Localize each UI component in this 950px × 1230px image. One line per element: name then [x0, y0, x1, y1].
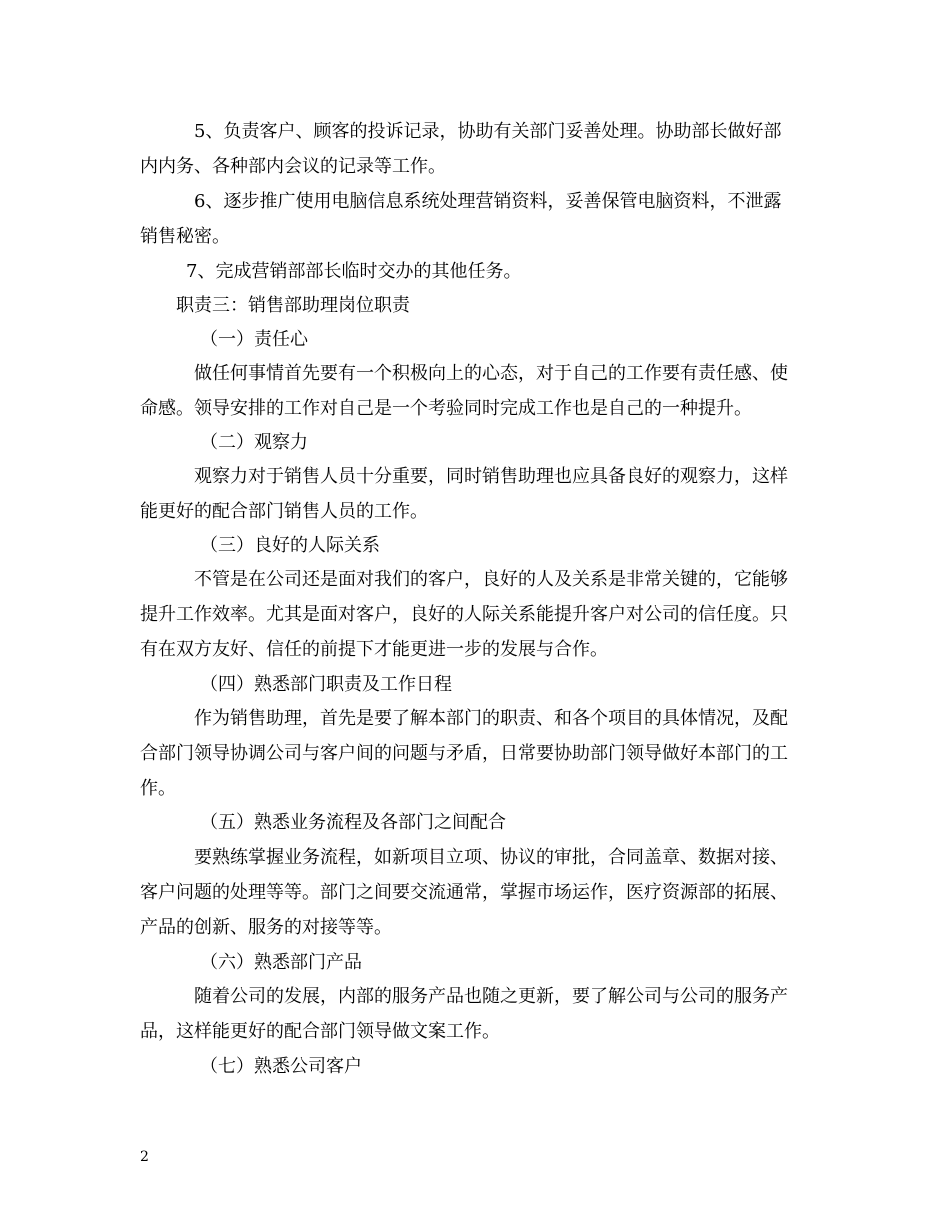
text-line: 6、逐步推广使用电脑信息系统处理营销资料，妥善保管电脑资料，不泄露 — [194, 191, 782, 212]
text-line: 做任何事情首先要有一个积极向上的心态，对于自己的工作要有责任感、使 — [194, 363, 788, 384]
text-line: 作为销售助理，首先是要了解本部门的职责、和各个项目的具体情况，及配 — [194, 708, 788, 729]
text-line: 观察力对于销售人员十分重要，同时销售助理也应具备良好的观察力，这样 — [194, 466, 788, 487]
subsection-heading: （四）熟悉部门职责及工作日程 — [200, 674, 452, 695]
text-line: 客户问题的处理等等。部门之间要交流通常，掌握市场运作，医疗资源部的拓展、 — [140, 882, 788, 903]
text-line: 随着公司的发展，内部的服务产品也随之更新，要了解公司与公司的服务产 — [194, 986, 788, 1007]
text-line: 5、负责客户、顾客的投诉记录，协助有关部门妥善处理。协助部长做好部 — [194, 121, 782, 142]
subsection-heading: （五）熟悉业务流程及各部门之间配合 — [200, 812, 506, 833]
subsection-heading: （七）熟悉公司客户 — [200, 1056, 362, 1077]
text-line: 作。 — [140, 778, 176, 799]
text-line: 产品的创新、服务的对接等等。 — [140, 917, 392, 938]
section-heading: 职责三：销售部助理岗位职责 — [176, 295, 410, 316]
text-line: 能更好的配合部门销售人员的工作。 — [140, 501, 428, 522]
text-line: 7、完成营销部部长临时交办的其他任务。 — [186, 261, 522, 282]
subsection-heading: （三）良好的人际关系 — [200, 535, 380, 556]
text-line: 有在双方友好、信任的前提下才能更进一步的发展与合作。 — [140, 639, 608, 660]
text-line: 合部门领导协调公司与客户间的问题与矛盾，日常要协助部门领导做好本部门的工 — [140, 743, 788, 764]
text-line: 不管是在公司还是面对我们的客户，良好的人及关系是非常关键的，它能够 — [194, 569, 788, 590]
subsection-heading: （二）观察力 — [200, 432, 308, 453]
text-line: 销售秘密。 — [140, 226, 230, 247]
text-line: 品，这样能更好的配合部门领导做文案工作。 — [140, 1021, 500, 1042]
subsection-heading: （一）责任心 — [200, 329, 308, 350]
subsection-heading: （六）熟悉部门产品 — [200, 952, 362, 973]
page-number: 2 — [140, 1149, 149, 1165]
text-line: 内内务、各种部内会议的记录等工作。 — [140, 156, 446, 177]
text-line: 命感。领导安排的工作对自己是一个考验同时完成工作也是自己的一种提升。 — [140, 398, 752, 419]
text-line: 要熟练掌握业务流程，如新项目立项、协议的审批，合同盖章、数据对接、 — [194, 847, 788, 868]
text-line: 提升工作效率。尤其是面对客户，良好的人际关系能提升客户对公司的信任度。只 — [140, 604, 788, 625]
